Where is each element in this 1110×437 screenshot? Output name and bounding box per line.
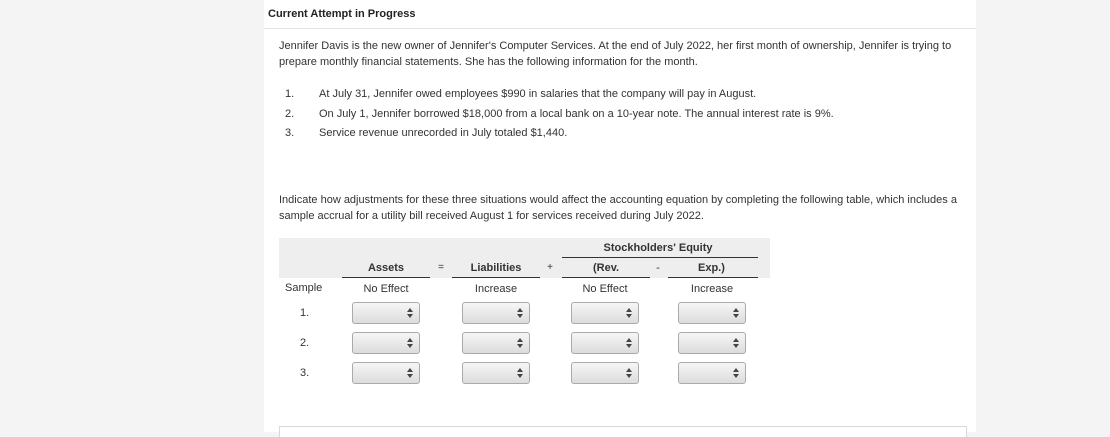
liabilities-underline [452,277,540,278]
rev-select[interactable] [571,362,639,384]
divider [264,28,976,29]
col-exp: Exp.) [698,262,725,274]
list-item-number: 1. [285,88,295,100]
liabilities-select[interactable] [462,362,530,384]
exp-select[interactable] [678,332,746,354]
select-arrows-icon [517,338,523,348]
equity-header: Stockholders' Equity [603,242,713,254]
col-rev: (Rev. [593,262,620,274]
select-arrows-icon [407,338,413,348]
select-arrows-icon [626,338,632,348]
list-item [279,108,959,128]
list-item [279,88,959,108]
select-arrows-icon [407,368,413,378]
select-arrows-icon [626,368,632,378]
select-arrows-icon [626,308,632,318]
op-minus: - [656,262,660,274]
list-item-text: Service revenue unrecorded in July totaled $1,440. [319,127,568,139]
sample-assets: No Effect [363,283,409,295]
sample-label: Sample [285,282,323,294]
col-liabilities: Liabilities [470,262,522,274]
exp-select[interactable] [678,362,746,384]
sample-liabilities: Increase [474,283,518,295]
list-item [279,127,959,147]
select-arrows-icon [733,338,739,348]
question-panel [264,0,976,432]
assets-select[interactable] [352,362,420,384]
problem-intro: Jennifer Davis is the new owner of Jennifer's Computer Services. At the end of July 2022, her first month of ownership, Jennifer is trying to prepare monthly financial statements. She has the following information for the month. [279,40,952,68]
liabilities-select[interactable] [462,332,530,354]
list-item-text: At July 31, Jennifer owed employees $990 in salaries that the company will pay in August. [319,88,757,100]
sample-rev: No Effect [582,283,628,295]
assets-select[interactable] [352,332,420,354]
row-label: 2. [300,337,310,349]
op-equals: = [438,262,444,273]
row-label: 3. [300,367,310,379]
rev-select[interactable] [571,332,639,354]
list-item-number: 3. [285,127,295,139]
select-arrows-icon [733,308,739,318]
exp-select[interactable] [678,302,746,324]
sample-exp: Increase [690,283,734,295]
assets-select[interactable] [352,302,420,324]
select-arrows-icon [517,368,523,378]
select-arrows-icon [407,308,413,318]
rev-select[interactable] [571,302,639,324]
select-arrows-icon [517,308,523,318]
row-label: 1. [300,307,310,319]
select-arrows-icon [733,368,739,378]
list-item-number: 2. [285,107,295,120]
op-plus: + [547,262,553,273]
instruction-text: Indicate how adjustments for these three situations would affect the accounting equation by completing the following table, which includes a sample accrual for a utility bill received August 1 for services received during July 2022. [279,194,957,222]
liabilities-select[interactable] [462,302,530,324]
exp-underline [668,277,758,278]
attempt-status: Current Attempt in Progress [268,8,416,20]
info-list [279,88,959,147]
equity-underline [562,257,758,258]
rev-underline [562,277,650,278]
assets-underline [342,277,430,278]
list-item-text: On July 1, Jennifer borrowed $18,000 from a local bank on a 10-year note. The annual interest rate is 9%. [319,107,834,120]
col-assets: Assets [367,262,405,274]
